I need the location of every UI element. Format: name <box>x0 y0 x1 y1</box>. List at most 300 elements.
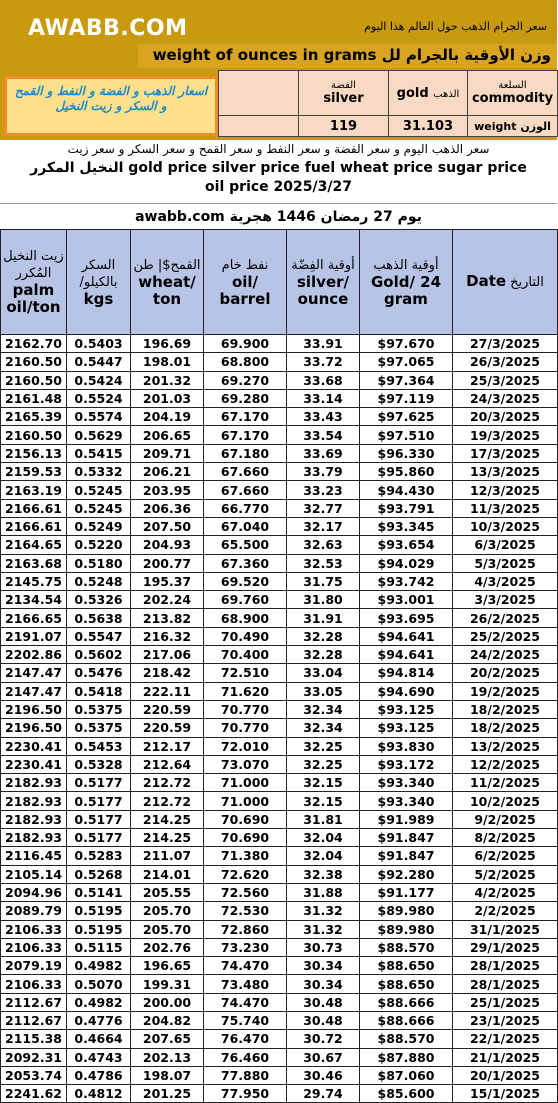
cell-silver: 32.63 <box>287 536 360 554</box>
cell-date: 5/2/2025 <box>453 865 558 883</box>
cell-date: 21/1/2025 <box>453 1048 558 1066</box>
cell-sugar: 0.5245 <box>67 481 131 499</box>
cell-sugar: 0.4982 <box>67 957 131 975</box>
cell-wheat: 212.72 <box>131 792 204 810</box>
table-row <box>1 353 558 371</box>
cell-wheat: 214.25 <box>131 810 204 828</box>
table-row <box>1 481 558 499</box>
column-header-oil <box>204 230 287 335</box>
cell-sugar: 0.5629 <box>67 426 131 444</box>
cell-gold: $91.177 <box>360 883 453 901</box>
cell-oil: 69.280 <box>204 389 287 407</box>
cell-silver: 31.91 <box>287 609 360 627</box>
table-row <box>1 865 558 883</box>
table-row <box>1 920 558 938</box>
column-header-ar: السكر بالكيلو/ <box>79 257 118 290</box>
table-row <box>1 517 558 535</box>
cell-silver: 33.14 <box>287 389 360 407</box>
cell-gold: $88.666 <box>360 993 453 1011</box>
cell-gold: $89.980 <box>360 902 453 920</box>
cell-palm-oil: 2166.61 <box>1 517 67 535</box>
cell-wheat: 198.01 <box>131 353 204 371</box>
cell-wheat: 204.19 <box>131 408 204 426</box>
table-row <box>1 737 558 755</box>
column-header-ar: أوقية الذهب <box>373 257 439 273</box>
cell-date: 4/3/2025 <box>453 572 558 590</box>
cell-gold: $94.641 <box>360 627 453 645</box>
column-header-ar: القمح$| طن <box>133 257 201 273</box>
cell-date: 26/3/2025 <box>453 353 558 371</box>
cell-palm-oil: 2112.67 <box>1 993 67 1011</box>
cell-oil: 76.460 <box>204 1048 287 1066</box>
cell-oil: 72.530 <box>204 902 287 920</box>
cell-wheat: 212.17 <box>131 737 204 755</box>
cell-palm-oil: 2145.75 <box>1 572 67 590</box>
cell-gold: $93.125 <box>360 719 453 737</box>
cell-date: 2/2/2025 <box>453 902 558 920</box>
cell-sugar: 0.5403 <box>67 335 131 353</box>
cell-sugar: 0.5249 <box>67 517 131 535</box>
cell-date: 15/1/2025 <box>453 1085 558 1103</box>
promo-badge-text: اسعار الذهب و الفضة و النفط و القمح و السكر و زيت النخيل <box>14 84 208 113</box>
cell-date: 20/2/2025 <box>453 664 558 682</box>
cell-sugar: 0.5326 <box>67 591 131 609</box>
cell-date: 6/3/2025 <box>453 536 558 554</box>
cell-wheat: 220.59 <box>131 719 204 737</box>
table-row <box>1 700 558 718</box>
cell-oil: 67.180 <box>204 444 287 462</box>
cell-silver: 31.32 <box>287 920 360 938</box>
cell-wheat: 218.42 <box>131 664 204 682</box>
cell-silver: 32.25 <box>287 737 360 755</box>
cell-sugar: 0.5070 <box>67 975 131 993</box>
cell-oil: 72.010 <box>204 737 287 755</box>
cell-silver: 33.68 <box>287 371 360 389</box>
cell-wheat: 212.72 <box>131 774 204 792</box>
cell-wheat: 222.11 <box>131 682 204 700</box>
cell-sugar: 0.5415 <box>67 444 131 462</box>
column-header-ar: نفط خام <box>221 257 269 273</box>
cell-oil: 67.360 <box>204 554 287 572</box>
cell-sugar: 0.5195 <box>67 902 131 920</box>
cell-oil: 67.660 <box>204 463 287 481</box>
cell-palm-oil: 2106.33 <box>1 938 67 956</box>
cell-palm-oil: 2147.47 <box>1 664 67 682</box>
cell-sugar: 0.4664 <box>67 1030 131 1048</box>
cell-palm-oil: 2134.54 <box>1 591 67 609</box>
cell-palm-oil: 2182.93 <box>1 792 67 810</box>
cell-gold: $88.570 <box>360 938 453 956</box>
cell-gold: $85.600 <box>360 1085 453 1103</box>
cell-sugar: 0.5638 <box>67 609 131 627</box>
cell-silver: 32.04 <box>287 829 360 847</box>
cell-date: 29/1/2025 <box>453 938 558 956</box>
cell-date: 6/2/2025 <box>453 847 558 865</box>
cell-oil: 67.660 <box>204 481 287 499</box>
cell-palm-oil: 2116.45 <box>1 847 67 865</box>
cell-oil: 69.760 <box>204 591 287 609</box>
cell-sugar: 0.5268 <box>67 865 131 883</box>
cell-date: 18/2/2025 <box>453 700 558 718</box>
cell-oil: 67.170 <box>204 426 287 444</box>
column-header-ar: التاريخ <box>510 275 544 290</box>
weight-label: weight الوزن <box>468 116 558 137</box>
cell-wheat: 220.59 <box>131 700 204 718</box>
header <box>0 0 557 140</box>
cell-palm-oil: 2089.79 <box>1 902 67 920</box>
cell-palm-oil: 2112.67 <box>1 1011 67 1029</box>
cell-date: 27/3/2025 <box>453 335 558 353</box>
cell-date: 12/2/2025 <box>453 755 558 773</box>
cell-wheat: 211.07 <box>131 847 204 865</box>
cell-palm-oil: 2159.53 <box>1 463 67 481</box>
cell-silver: 33.23 <box>287 481 360 499</box>
cell-wheat: 209.71 <box>131 444 204 462</box>
cell-silver: 32.77 <box>287 499 360 517</box>
promo-badge <box>4 76 218 136</box>
cell-oil: 72.620 <box>204 865 287 883</box>
cell-wheat: 207.65 <box>131 1030 204 1048</box>
cell-oil: 69.520 <box>204 572 287 590</box>
table-row <box>1 1048 558 1066</box>
cell-silver: 29.74 <box>287 1085 360 1103</box>
table-row <box>1 591 558 609</box>
cell-sugar: 0.4812 <box>67 1085 131 1103</box>
cell-palm-oil: 2094.96 <box>1 883 67 901</box>
cell-sugar: 0.5177 <box>67 829 131 847</box>
cell-silver: 32.34 <box>287 719 360 737</box>
table-row <box>1 792 558 810</box>
cell-gold: $91.847 <box>360 829 453 847</box>
cell-sugar: 0.5177 <box>67 792 131 810</box>
cell-wheat: 201.32 <box>131 371 204 389</box>
cell-silver: 33.91 <box>287 335 360 353</box>
cell-date: 25/3/2025 <box>453 371 558 389</box>
cell-date: 26/2/2025 <box>453 609 558 627</box>
cell-wheat: 200.00 <box>131 993 204 1011</box>
cell-gold: $93.172 <box>360 755 453 773</box>
cell-date: 5/3/2025 <box>453 554 558 572</box>
table-row <box>1 646 558 664</box>
cell-silver: 30.72 <box>287 1030 360 1048</box>
column-header-date <box>453 230 558 335</box>
cell-silver: 33.72 <box>287 353 360 371</box>
cell-silver: 31.32 <box>287 902 360 920</box>
cell-silver: 33.05 <box>287 682 360 700</box>
cell-wheat: 214.25 <box>131 829 204 847</box>
cell-palm-oil: 2230.41 <box>1 755 67 773</box>
cell-oil: 76.470 <box>204 1030 287 1048</box>
cell-silver: 30.48 <box>287 993 360 1011</box>
cell-gold: $95.860 <box>360 463 453 481</box>
cell-silver: 30.46 <box>287 1066 360 1084</box>
table-row <box>1 993 558 1011</box>
cell-silver: 31.88 <box>287 883 360 901</box>
ounce-weight-header-row <box>219 71 558 116</box>
cell-palm-oil: 2162.70 <box>1 335 67 353</box>
cell-gold: $97.119 <box>360 389 453 407</box>
cell-palm-oil: 2160.50 <box>1 426 67 444</box>
cell-palm-oil: 2191.07 <box>1 627 67 645</box>
cell-wheat: 205.55 <box>131 883 204 901</box>
cell-sugar: 0.5547 <box>67 627 131 645</box>
cell-oil: 70.770 <box>204 719 287 737</box>
cell-palm-oil: 2163.68 <box>1 554 67 572</box>
table-row <box>1 957 558 975</box>
price-table-header-row <box>1 230 558 335</box>
price-table-body <box>1 335 558 1103</box>
cell-oil: 72.560 <box>204 883 287 901</box>
cell-silver: 32.28 <box>287 646 360 664</box>
cell-wheat: 205.70 <box>131 902 204 920</box>
table-row <box>1 371 558 389</box>
hijri-date-line: awabb.com يوم 27 رمضان 1446 هجرية <box>0 203 557 230</box>
cell-sugar: 0.5375 <box>67 700 131 718</box>
table-row <box>1 536 558 554</box>
cell-sugar: 0.5195 <box>67 920 131 938</box>
header-subtitle: سعر الجرام الذهب حول العالم هذا اليوم <box>364 20 547 33</box>
cell-wheat: 213.82 <box>131 609 204 627</box>
cell-date: 22/1/2025 <box>453 1030 558 1048</box>
cell-palm-oil: 2053.74 <box>1 1066 67 1084</box>
cell-gold: $89.980 <box>360 920 453 938</box>
cell-date: 23/1/2025 <box>453 1011 558 1029</box>
column-header-silver <box>287 230 360 335</box>
cell-sugar: 0.5177 <box>67 810 131 828</box>
cell-sugar: 0.5332 <box>67 463 131 481</box>
table-row <box>1 408 558 426</box>
cell-silver: 31.75 <box>287 572 360 590</box>
cell-palm-oil: 2166.65 <box>1 609 67 627</box>
cell-silver: 33.04 <box>287 664 360 682</box>
cell-date: 9/2/2025 <box>453 810 558 828</box>
cell-gold: $93.001 <box>360 591 453 609</box>
cell-date: 19/3/2025 <box>453 426 558 444</box>
cell-date: 10/3/2025 <box>453 517 558 535</box>
cell-sugar: 0.5141 <box>67 883 131 901</box>
cell-silver: 32.38 <box>287 865 360 883</box>
cell-palm-oil: 2106.33 <box>1 920 67 938</box>
cell-palm-oil: 2202.86 <box>1 646 67 664</box>
cell-gold: $93.742 <box>360 572 453 590</box>
ounce-commodity-header <box>468 71 558 116</box>
cell-wheat: 195.37 <box>131 572 204 590</box>
column-header-en: palm oil/ton <box>6 281 61 316</box>
cell-silver: 32.28 <box>287 627 360 645</box>
table-row <box>1 975 558 993</box>
cell-gold: $91.847 <box>360 847 453 865</box>
table-row <box>1 755 558 773</box>
table-row <box>1 1085 558 1103</box>
cell-sugar: 0.5574 <box>67 408 131 426</box>
cell-date: 28/1/2025 <box>453 975 558 993</box>
table-row <box>1 463 558 481</box>
cell-wheat: 196.69 <box>131 335 204 353</box>
cell-date: 28/1/2025 <box>453 957 558 975</box>
cell-oil: 69.900 <box>204 335 287 353</box>
cell-date: 25/2/2025 <box>453 627 558 645</box>
column-header-en: kgs <box>83 289 114 308</box>
description <box>0 140 557 202</box>
cell-silver: 33.54 <box>287 426 360 444</box>
cell-oil: 69.270 <box>204 371 287 389</box>
cell-date: 24/3/2025 <box>453 389 558 407</box>
silver-label-ar: الفضة <box>331 80 356 91</box>
cell-gold: $97.670 <box>360 335 453 353</box>
cell-sugar: 0.5418 <box>67 682 131 700</box>
cell-sugar: 0.5602 <box>67 646 131 664</box>
cell-silver: 32.15 <box>287 774 360 792</box>
column-header-en: silver/ ounce <box>296 272 350 308</box>
table-row <box>1 609 558 627</box>
table-row <box>1 883 558 901</box>
cell-wheat: 214.01 <box>131 865 204 883</box>
cell-silver: 32.25 <box>287 755 360 773</box>
cell-wheat: 202.24 <box>131 591 204 609</box>
cell-wheat: 212.64 <box>131 755 204 773</box>
cell-palm-oil: 2105.14 <box>1 865 67 883</box>
cell-oil: 70.690 <box>204 829 287 847</box>
cell-gold: $88.650 <box>360 957 453 975</box>
cell-wheat: 204.82 <box>131 1011 204 1029</box>
column-header-en: Date <box>466 272 507 290</box>
cell-oil: 70.490 <box>204 627 287 645</box>
table-row <box>1 444 558 462</box>
cell-oil: 71.380 <box>204 847 287 865</box>
cell-wheat: 205.70 <box>131 920 204 938</box>
cell-oil: 67.170 <box>204 408 287 426</box>
ounce-gold-header <box>389 71 468 116</box>
cell-oil: 68.900 <box>204 609 287 627</box>
cell-gold: $94.029 <box>360 554 453 572</box>
cell-sugar: 0.5375 <box>67 719 131 737</box>
cell-oil: 77.880 <box>204 1066 287 1084</box>
table-row <box>1 829 558 847</box>
cell-sugar: 0.4743 <box>67 1048 131 1066</box>
cell-palm-oil: 2165.39 <box>1 408 67 426</box>
cell-palm-oil: 2079.19 <box>1 957 67 975</box>
cell-gold: $88.650 <box>360 975 453 993</box>
cell-gold: $97.065 <box>360 353 453 371</box>
cell-gold: $94.430 <box>360 481 453 499</box>
cell-gold: $93.125 <box>360 700 453 718</box>
cell-silver: 31.81 <box>287 810 360 828</box>
cell-date: 25/1/2025 <box>453 993 558 1011</box>
cell-silver: 32.15 <box>287 792 360 810</box>
ounce-silver-header <box>299 71 389 116</box>
cell-gold: $92.280 <box>360 865 453 883</box>
cell-palm-oil: 2147.47 <box>1 682 67 700</box>
site-logo[interactable]: AWABB.COM <box>28 16 188 41</box>
column-header-en: Gold/ 24 gram <box>370 272 442 308</box>
column-header-sugar <box>67 230 131 335</box>
column-header-en: oil/ barrel <box>219 272 271 308</box>
column-header-ar: أوقية الفِضّة <box>291 257 355 273</box>
cell-oil: 72.860 <box>204 920 287 938</box>
cell-palm-oil: 2166.61 <box>1 499 67 517</box>
cell-wheat: 201.03 <box>131 389 204 407</box>
cell-sugar: 0.4776 <box>67 1011 131 1029</box>
cell-oil: 71.000 <box>204 774 287 792</box>
cell-sugar: 0.5245 <box>67 499 131 517</box>
cell-oil: 75.740 <box>204 1011 287 1029</box>
cell-silver: 32.17 <box>287 517 360 535</box>
cell-oil: 70.690 <box>204 810 287 828</box>
cell-wheat: 216.32 <box>131 627 204 645</box>
cell-date: 20/1/2025 <box>453 1066 558 1084</box>
cell-sugar: 0.5220 <box>67 536 131 554</box>
cell-gold: $93.654 <box>360 536 453 554</box>
ounce-weight-table <box>218 70 558 137</box>
commodity-label-en: commodity <box>471 91 554 106</box>
cell-date: 11/2/2025 <box>453 774 558 792</box>
cell-oil: 71.000 <box>204 792 287 810</box>
title-bar <box>138 44 557 68</box>
table-row <box>1 1066 558 1084</box>
cell-palm-oil: 2182.93 <box>1 810 67 828</box>
cell-silver: 32.04 <box>287 847 360 865</box>
cell-oil: 66.770 <box>204 499 287 517</box>
cell-silver: 30.34 <box>287 957 360 975</box>
cell-gold: $97.625 <box>360 408 453 426</box>
silver-weight: 119 <box>299 116 389 137</box>
cell-date: 11/3/2025 <box>453 499 558 517</box>
cell-oil: 72.510 <box>204 664 287 682</box>
description-date: oil price 2025/3/27 <box>205 179 352 195</box>
cell-gold: $87.880 <box>360 1048 453 1066</box>
cell-oil: 73.480 <box>204 975 287 993</box>
table-row <box>1 810 558 828</box>
table-row <box>1 335 558 353</box>
cell-silver: 31.80 <box>287 591 360 609</box>
cell-date: 10/2/2025 <box>453 792 558 810</box>
table-row <box>1 572 558 590</box>
cell-oil: 74.470 <box>204 957 287 975</box>
cell-date: 8/2/2025 <box>453 829 558 847</box>
cell-gold: $93.830 <box>360 737 453 755</box>
cell-wheat: 204.93 <box>131 536 204 554</box>
cell-wheat: 200.77 <box>131 554 204 572</box>
cell-sugar: 0.5177 <box>67 774 131 792</box>
table-row <box>1 499 558 517</box>
ounce-blank-cell <box>219 116 299 137</box>
column-header-palm-oil <box>1 230 67 335</box>
cell-date: 3/3/2025 <box>453 591 558 609</box>
gold-label-en: gold <box>396 85 429 101</box>
cell-wheat: 201.25 <box>131 1085 204 1103</box>
cell-oil: 70.770 <box>204 700 287 718</box>
description-english: النخيل المكرر gold price silver price fuel wheat price sugar price <box>30 160 527 176</box>
cell-palm-oil: 2161.48 <box>1 389 67 407</box>
cell-silver: 30.48 <box>287 1011 360 1029</box>
commodity-label-ar: السلعة <box>498 80 527 91</box>
cell-gold: $94.814 <box>360 664 453 682</box>
gold-weight: 31.103 <box>389 116 468 137</box>
cell-sugar: 0.5424 <box>67 371 131 389</box>
table-row <box>1 554 558 572</box>
cell-sugar: 0.5248 <box>67 572 131 590</box>
cell-sugar: 0.4982 <box>67 993 131 1011</box>
cell-palm-oil: 2196.50 <box>1 719 67 737</box>
cell-oil: 73.070 <box>204 755 287 773</box>
cell-gold: $94.641 <box>360 646 453 664</box>
cell-palm-oil: 2196.50 <box>1 700 67 718</box>
cell-gold: $87.060 <box>360 1066 453 1084</box>
cell-sugar: 0.4786 <box>67 1066 131 1084</box>
description-arabic: سعر الذهب اليوم و سعر الفضة و سعر النفط و سعر القمح و سعر السكر و سعر زيت <box>67 142 490 156</box>
column-header-ar: زيت النخيل المُكرر <box>3 249 64 281</box>
cell-date: 17/3/2025 <box>453 444 558 462</box>
